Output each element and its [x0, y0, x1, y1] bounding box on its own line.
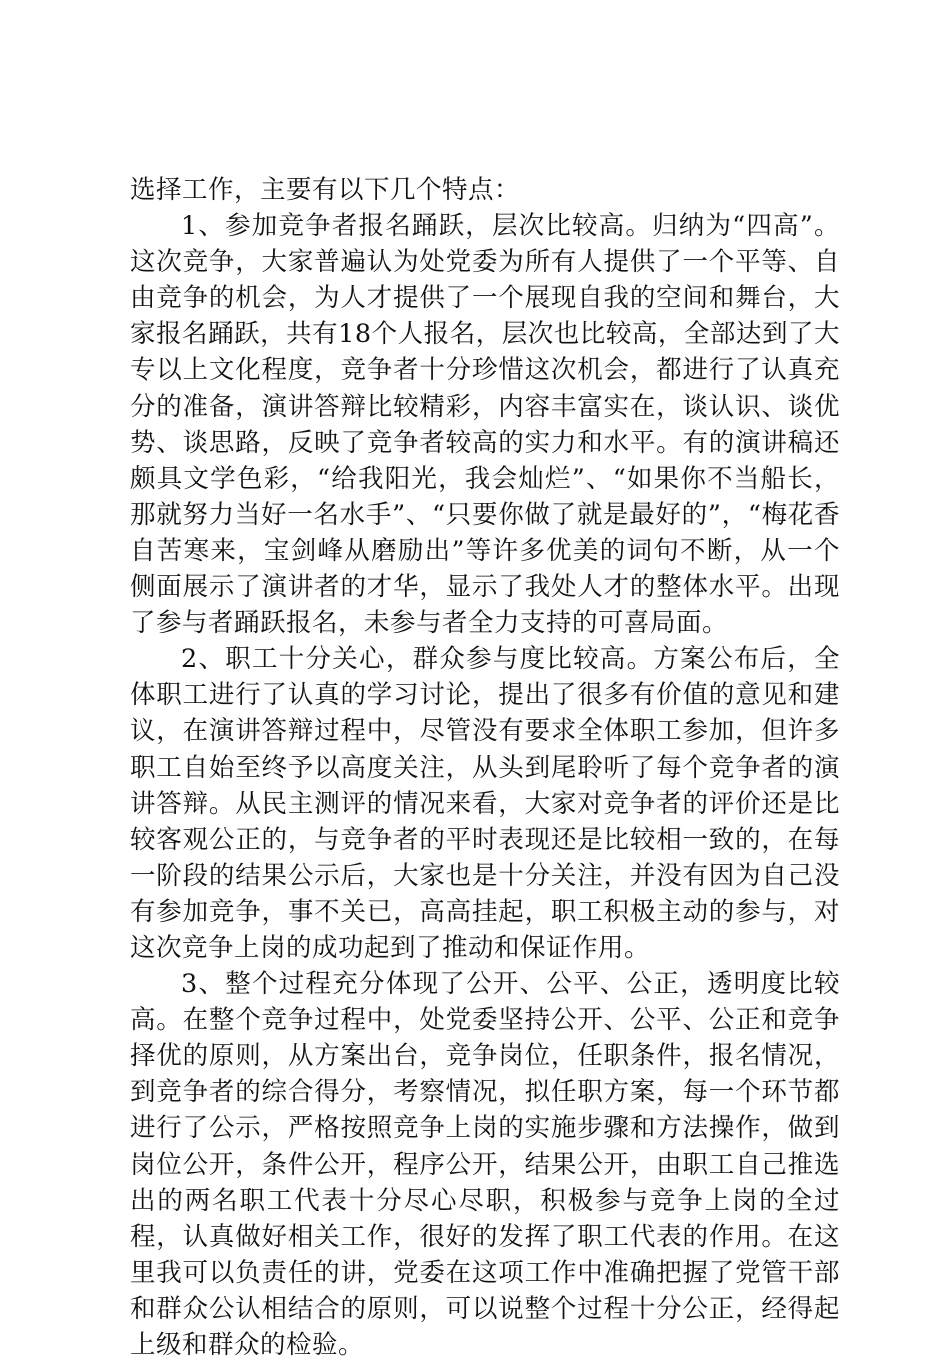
paragraph-point-2: 2、职工十分关心，群众参与度比较高。方案公布后，全体职工进行了认真的学习讨论，提出了很多有价值的意见和建议，在演讲答辩过程中，尽管没有要求全体职工参加，但许多职工自始至终予以高度关注，从头到尾聆听了每个竞争者的演讲答辩。从民主测评的情况来看，大家对竞争者的评价还是比较客观公正的，与竞争者的平时表现还是比较相一致的，在每一阶段的结果公示后，大家也是十分关注，并没有因为自己没有参加竞争，事不关已，高高挂起，职工积极主动的参与，对这次竞争上岗的成功起到了推动和保证作用。	[130, 644, 840, 963]
intro-paragraph: 选择工作，主要有以下几个特点：	[130, 175, 521, 205]
document-body	[130, 172, 840, 1363]
paragraph-point-3: 3、整个过程充分体现了公开、公平、公正，透明度比较高。在整个竞争过程中，处党委坚持公开、公平、公正和竞争择优的原则，从方案出台，竞争岗位，任职条件，报名情况，到竞争者的综合得分，考察情况，拟任职方案，每一个环节都进行了公示，严格按照竞争上岗的实施步骤和方法操作，做到岗位公开，条件公开，程序公开，结果公开，由职工自己推选出的两名职工代表十分尽心尽职，积极参与竞争上岗的全过程，认真做好相关工作，很好的发挥了职工代表的作用。在这里我可以负责任的讲，党委在这项工作中准确把握了党管干部和群众公认相结合的原则，可以说整个过程十分公正，经得起上级和群众的检验。	[130, 969, 840, 1360]
paragraph-point-1: 1、参加竞争者报名踊跃，层次比较高。归纳为“四高”。这次竞争，大家普遍认为处党委为所有人提供了一个平等、自由竞争的机会，为人才提供了一个展现自我的空间和舞台，大家报名踊跃，共有18个人报名，层次也比较高，全部达到了大专以上文化程度，竞争者十分珍惜这次机会，都进行了认真充分的准备，演讲答辩比较精彩，内容丰富实在，谈认识、谈优势、谈思路，反映了竞争者较高的实力和水平。有的演讲稿还颇具文学色彩，“给我阳光，我会灿烂”、“如果你不当船长，那就努力当好一名水手”、“只要你做了就是最好的”，“梅花香自苦寒来，宝剑峰从磨励出”等许多优美的词句不断，从一个侧面展示了演讲者的才华，显示了我处人才的整体水平。出现了参与者踊跃报名，未参与者全力支持的可喜局面。	[130, 211, 840, 639]
